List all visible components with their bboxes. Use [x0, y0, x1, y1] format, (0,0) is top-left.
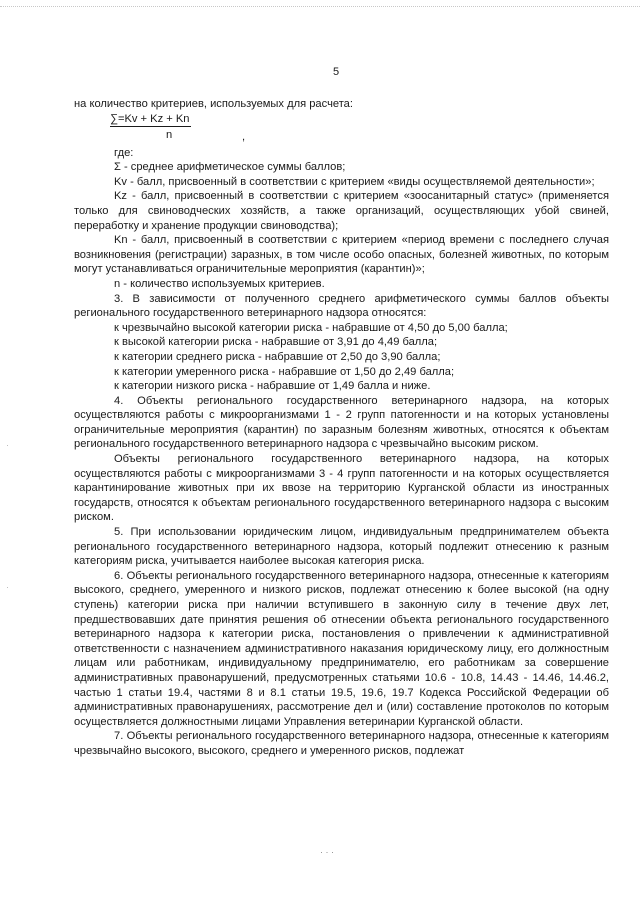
paragraph-6: 6. Объекты регионального государственного ветеринарного надзора, отнесенные к категориям высокого, среднего, умеренного и низкого рисков, подлежат отнесению к более высокой (на одну ступень) категории риска при наличии вступившего в законную силу в течение двух лет, предшествовавших дате принятия решения об отнесении объекта регионального государственного ветеринарного надзора к категории риска, постановления о привлечении к административной ответственности с назначением административного наказания юридическому лицу, его должностным лицам или работникам, индивидуальному предпринимателю, его работникам за совершение административных правонарушений, предусмотренных статьями 10.6 - 10.8, 14.43 - 14.46, 14.46.2, частью 1 статьи 19.4, частями 8 и 8.1 статьи 19.5, 19.6, 19.7 Кодекса Российской Федерации об административных правонарушениях, рассмотрение дел и (или) составление протоколов по которым осуществляется должностными лицами Управления ветеринарии Курганской области. — [74, 569, 609, 728]
scan-bottom-mark: · · · — [320, 847, 334, 857]
scan-margin-mark: · — [6, 582, 9, 592]
scan-margin-mark: · — [6, 440, 9, 450]
formula-numerator: ∑=Kv + Kz + Kn — [110, 112, 190, 125]
definition-item: Σ - среднее арифметическое суммы баллов; — [114, 161, 346, 174]
definition-item: n - количество используемых критериев. — [114, 277, 325, 290]
formula — [110, 112, 609, 146]
definition-item: Kz - балл, присвоенный в соответствии с критерием «зоосанитарный статус» (применяется только для свиноводческих хозяйств, а также организаций, осуществляющих убой свиней, переработку и хранение продукции свиноводства); — [74, 190, 609, 232]
paragraph-7: 7. Объекты регионального государственного ветеринарного надзора, отнесенные к категориям чрезвычайно высокого, высокого, среднего и умеренного рисков, подлежат — [74, 730, 609, 757]
formula-punct: , — [242, 130, 246, 143]
risk-list-item: к категории умеренного риска - набравшие от 1,50 до 2,49 балла; — [114, 365, 455, 378]
where-label: где: — [114, 146, 134, 159]
paragraph-5: 5. При использовании юридическим лицом, индивидуальным предпринимателем объекта регионального государственного ветеринарного надзора, который подлежит отнесению к разным категориям риска, учитывается наиболее высокая категория риска. — [74, 526, 609, 568]
paragraph-4a: 4. Объекты регионального государственного ветеринарного надзора, на которых осуществляются работы с микроорганизмами 1 - 2 групп патогенности и на которых установлены ограничительные мероприятия (карантин) по заразным болезням животных, относятся к объектам регионального государственного ветеринарного надзора с чрезвычайно высоким риском. — [74, 394, 609, 451]
intro-line: на количество критериев, используемых для расчета: — [74, 98, 353, 110]
definition-item: Kn - балл, присвоенный в соответствии с критерием «период времени с последнего случая возникновения (регистрации) заразных, в том числе особо опасных, болезней животных, по которым могут устанавливаться ограничительные мероприятия (карантин)»; — [74, 234, 609, 276]
risk-list-item: к высокой категории риска - набравшие от 3,91 до 4,49 балла; — [114, 336, 438, 349]
definition-item: Kv - балл, присвоенный в соответствии с критерием «виды осуществляемой деятельности»; — [114, 175, 595, 188]
paragraph-3: 3. В зависимости от полученного среднего арифметического суммы баллов объекты регионального государственного ветеринарного надзора относятся: — [74, 292, 609, 320]
scan-top-edge — [0, 6, 640, 8]
paragraph-4b: Объекты регионального государственного ветеринарного надзора, на которых осуществляются работы с микроорганизмами 3 - 4 групп патогенности и на которых осуществляется карантинирование животных при их ввозе на территорию Курганской области из иностранных государств, относятся к объектам регионального государственного ветеринарного надзора с высоким риском. — [74, 453, 609, 524]
page-number: 5 — [333, 66, 340, 78]
risk-list-item: к чрезвычайно высокой категории риска - набравшие от 4,50 до 5,00 балла; — [114, 321, 508, 334]
risk-list-item: к категории низкого риска - набравшие от 1,49 балла и ниже. — [114, 380, 431, 393]
document-body — [74, 97, 609, 759]
formula-denominator: n — [166, 128, 173, 141]
risk-list-item: к категории среднего риска - набравшие от 2,50 до 3,90 балла; — [114, 350, 441, 363]
